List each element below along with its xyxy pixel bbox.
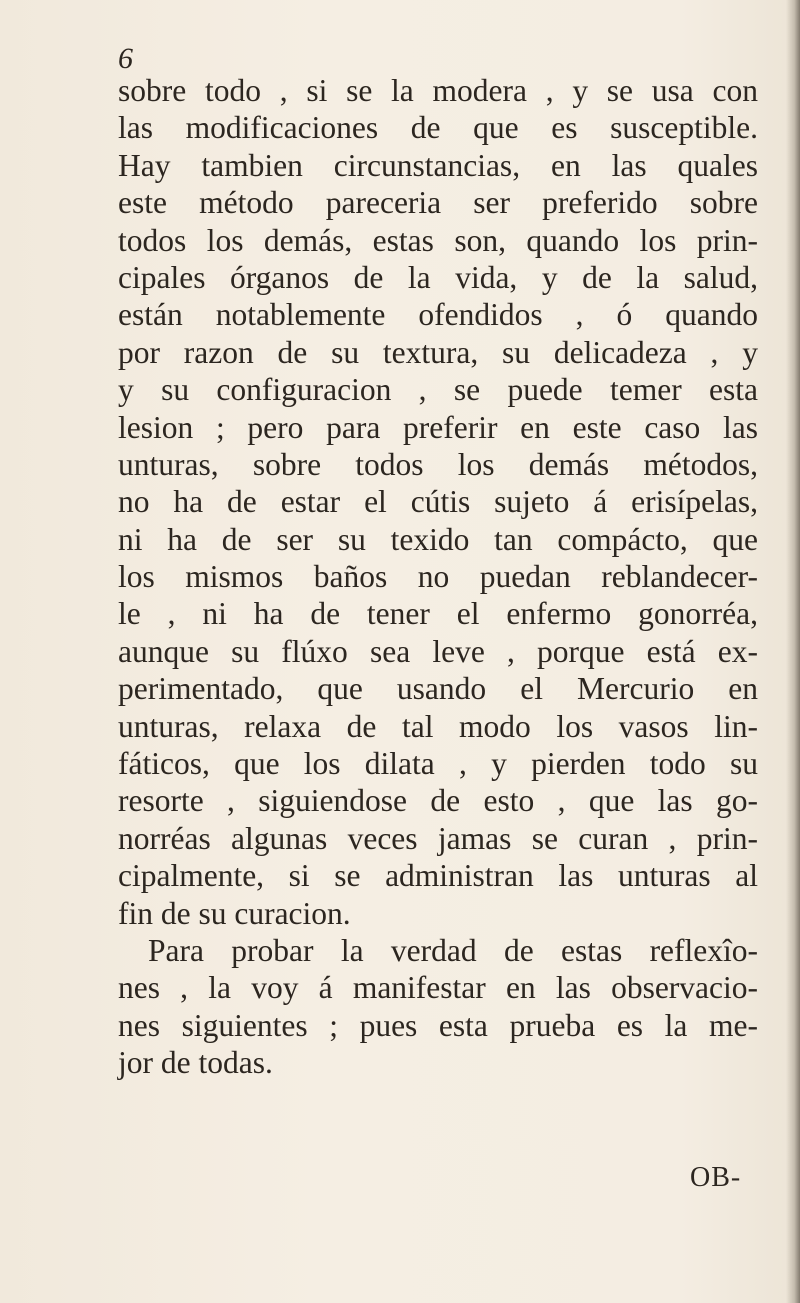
catchword: OB-	[690, 1162, 742, 1193]
text-line: sobre todo , si se la modera , y se usa con	[118, 73, 758, 108]
text-line: están notablemente ofendidos , ó quando	[118, 297, 758, 333]
text-line: nes siguientes ; pues esta prueba es la me-	[118, 1007, 758, 1043]
text-line: Hay tambien circunstancias, en las quales	[118, 147, 758, 183]
text-line: fáticos, que los dilata , y pierden todo su	[118, 746, 758, 782]
text-line: lesion ; pero para preferir en este caso las	[118, 409, 758, 445]
text-line: no ha de estar el cútis sujeto á erisípelas,	[118, 484, 758, 520]
text-line: le , ni ha de tener el enfermo gonorréa,	[118, 596, 758, 632]
page-edge-shadow	[786, 0, 800, 1303]
text-line: las modificaciones de que es susceptible.	[118, 110, 758, 146]
text-line: fin de su curacion.	[118, 895, 351, 931]
text-line: todos los demás, estas son, quando los prin-	[118, 222, 758, 258]
text-line: nes , la voy á manifestar en las observacio-	[118, 970, 758, 1006]
text-line: Para probar la verdad de estas reflexîo-	[148, 932, 758, 968]
text-line: cipales órganos de la vida, y de la salud,	[118, 259, 758, 295]
text-line: resorte , siguiendose de esto , que las go-	[118, 783, 758, 819]
text-line: los mismos baños no puedan reblandecer-	[118, 559, 758, 595]
text-line: perimentado, que usando el Mercurio en	[118, 671, 758, 707]
text-line: jor de todas.	[118, 1045, 273, 1081]
text-line: unturas, relaxa de tal modo los vasos lin-	[118, 708, 758, 744]
body-text	[118, 72, 758, 1082]
text-line: unturas, sobre todos los demás métodos,	[118, 446, 758, 482]
page-number: 6	[118, 42, 133, 75]
text-line: aunque su flúxo sea leve , porque está ex-	[118, 633, 758, 669]
text-line: y su configuracion , se puede temer esta	[118, 372, 758, 408]
text-line: cipalmente, si se administran las unturas al	[118, 858, 758, 894]
text-line: norréas algunas veces jamas se curan , prin-	[118, 820, 758, 856]
text-line: este método pareceria ser preferido sobre	[118, 185, 758, 221]
text-line: ni ha de ser su texido tan compácto, que	[118, 521, 758, 557]
text-line: por razon de su textura, su delicadeza , y	[118, 334, 758, 370]
